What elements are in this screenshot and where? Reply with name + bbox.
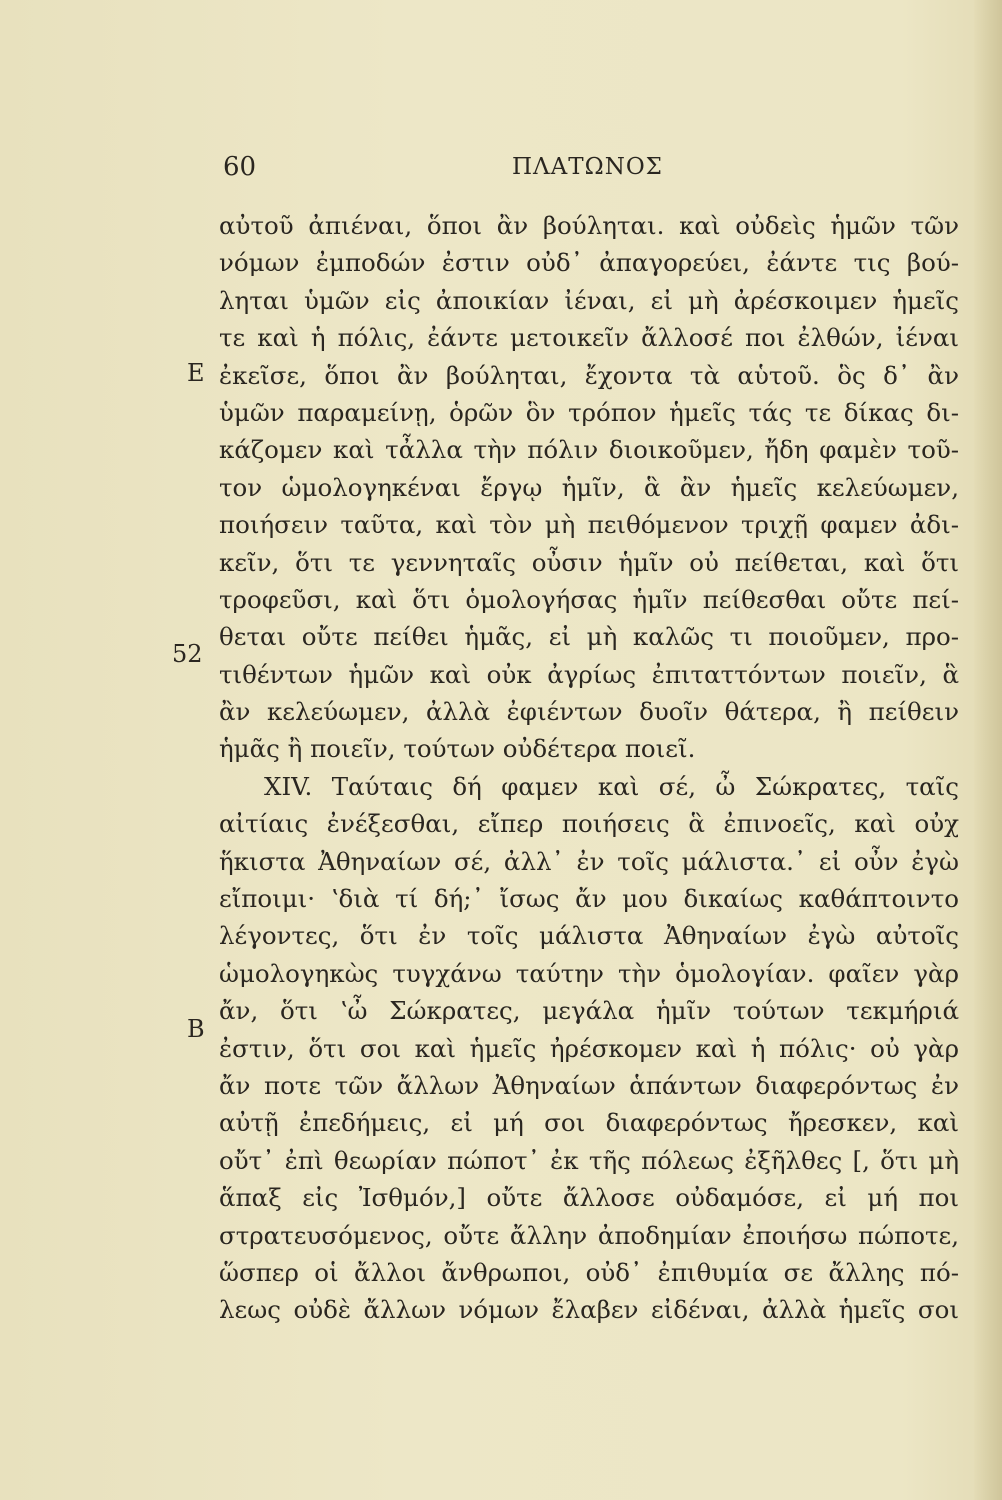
margin-marker-e: E: [187, 359, 205, 387]
running-title: ΠΛΑΤΩΝΟΣ: [512, 154, 663, 180]
text-line: ἅπαξ εἰς Ἰσθμόν,] οὔτε ἄλλοσε οὐδαμόσε, εἰ μή ποι: [219, 1183, 959, 1213]
page-edge: [974, 0, 1002, 1500]
text-line: ἥκιστα Ἀθηναίων σέ, ἀλλ᾽ ἐν τοῖς μάλιστα.᾽ εἰ οὖν ἐγὼ: [219, 846, 959, 876]
text-line: τον ὡμολογηκέναι ἔργῳ ἡμῖν, ἃ ἂν ἡμεῖς κελεύωμεν,: [219, 472, 959, 502]
text-line: στρατευσόμενος, οὔτε ἄλλην ἀποδημίαν ἐποιήσω πώποτε,: [219, 1220, 959, 1250]
text-line: τε καὶ ἡ πόλις, ἐάντε μετοικεῖν ἄλλοσέ ποι ἐλθών, ἰέναι: [219, 323, 959, 353]
text-line: εἴποιμι· ʽδιὰ τί δή;᾽ ἴσως ἄν μου δικαίως καθάπτοιντο: [219, 884, 959, 914]
margin-marker-b: B: [187, 1015, 205, 1043]
text-line: κάζομεν καὶ τἆλλα τὴν πόλιν διοικοῦμεν, ἤδη φαμὲν τοῦ-: [219, 435, 959, 465]
text-line: τροφεῦσι, καὶ ὅτι ὁμολογήσας ἡμῖν πείθεσθαι οὔτε πεί-: [219, 584, 959, 614]
text-line: τιθέντων ἡμῶν καὶ οὐκ ἀγρίως ἐπιταττόντων ποιεῖν, ἃ: [219, 659, 959, 689]
text-line: ἡμᾶς ἢ ποιεῖν, τούτων οὐδέτερα ποιεῖ.: [219, 734, 696, 764]
text-line: ποιήσειν ταῦτα, καὶ τὸν μὴ πειθόμενον τριχῇ φαμεν ἀδι-: [219, 510, 959, 540]
text-line: ὥσπερ οἱ ἄλλοι ἄνθρωποι, οὐδ᾽ ἐπιθυμία σε ἄλλης πό-: [219, 1257, 959, 1287]
page-header: [223, 152, 963, 192]
text-line: νόμων ἐμποδών ἐστιν οὐδ᾽ ἀπαγορεύει, ἐάντε τις βού-: [219, 248, 959, 278]
text-line: ἐστιν, ὅτι σοι καὶ ἡμεῖς ἠρέσκομεν καὶ ἡ πόλις· οὐ γὰρ: [219, 1033, 959, 1063]
text-line: θεται οὔτε πείθει ἡμᾶς, εἰ μὴ καλῶς τι ποιοῦμεν, προ-: [219, 622, 959, 652]
text-line: λεως οὐδὲ ἄλλων νόμων ἔλαβεν εἰδέναι, ἀλλὰ ἡμεῖς σοι: [219, 1295, 959, 1325]
text-line: λέγοντες, ὅτι ἐν τοῖς μάλιστα Ἀθηναίων ἐγὼ αὐτοῖς: [219, 921, 959, 951]
text-line: ἂν κελεύωμεν, ἀλλὰ ἐφιέντων δυοῖν θάτερα, ἢ πείθειν: [219, 697, 959, 727]
text-line: αἰτίαις ἐνέξεσθαι, εἴπερ ποιήσεις ἃ ἐπινοεῖς, καὶ οὐχ: [219, 809, 959, 839]
text-line: ἄν ποτε τῶν ἄλλων Ἀθηναίων ἁπάντων διαφερόντως ἐν: [219, 1070, 959, 1100]
page-number: 60: [223, 152, 257, 182]
text-line: ληται ὑμῶν εἰς ἀποικίαν ἰέναι, εἰ μὴ ἀρέσκοιμεν ἡμεῖς: [219, 285, 959, 315]
margin-marker-52: 52: [172, 640, 203, 668]
text-line: ὡμολογηκὼς τυγχάνω ταύτην τὴν ὁμολογίαν. φαῖεν γὰρ: [219, 958, 959, 988]
section-heading-line: XIV. Ταύταις δή φαμεν καὶ σέ, ὦ Σώκρατες, ταῖς: [264, 771, 959, 801]
text-line: κεῖν, ὅτι τε γεννηταῖς οὖσιν ἡμῖν οὐ πείθεται, καὶ ὅτι: [219, 547, 959, 577]
text-line: αὐτῇ ἐπεδήμεις, εἰ μή σοι διαφερόντως ἤρεσκεν, καὶ: [219, 1108, 959, 1138]
body-text: [219, 207, 959, 1329]
text-line: ἄν, ὅτι ʽὦ Σώκρατες, μεγάλα ἡμῖν τούτων τεκμήριά: [219, 996, 959, 1026]
text-line: ἐκεῖσε, ὅποι ἂν βούληται, ἔχοντα τὰ αὑτοῦ. ὃς δ᾽ ἂν: [219, 360, 959, 390]
text-line: αὐτοῦ ἀπιέναι, ὅποι ἂν βούληται. καὶ οὐδεὶς ἡμῶν τῶν: [219, 211, 959, 240]
text-line: οὔτ᾽ ἐπὶ θεωρίαν πώποτ᾽ ἐκ τῆς πόλεως ἐξῆλθες [, ὅτι μὴ: [219, 1145, 959, 1175]
text-line: ὑμῶν παραμείνῃ, ὁρῶν ὃν τρόπον ἡμεῖς τάς τε δίκας δι-: [219, 397, 959, 427]
